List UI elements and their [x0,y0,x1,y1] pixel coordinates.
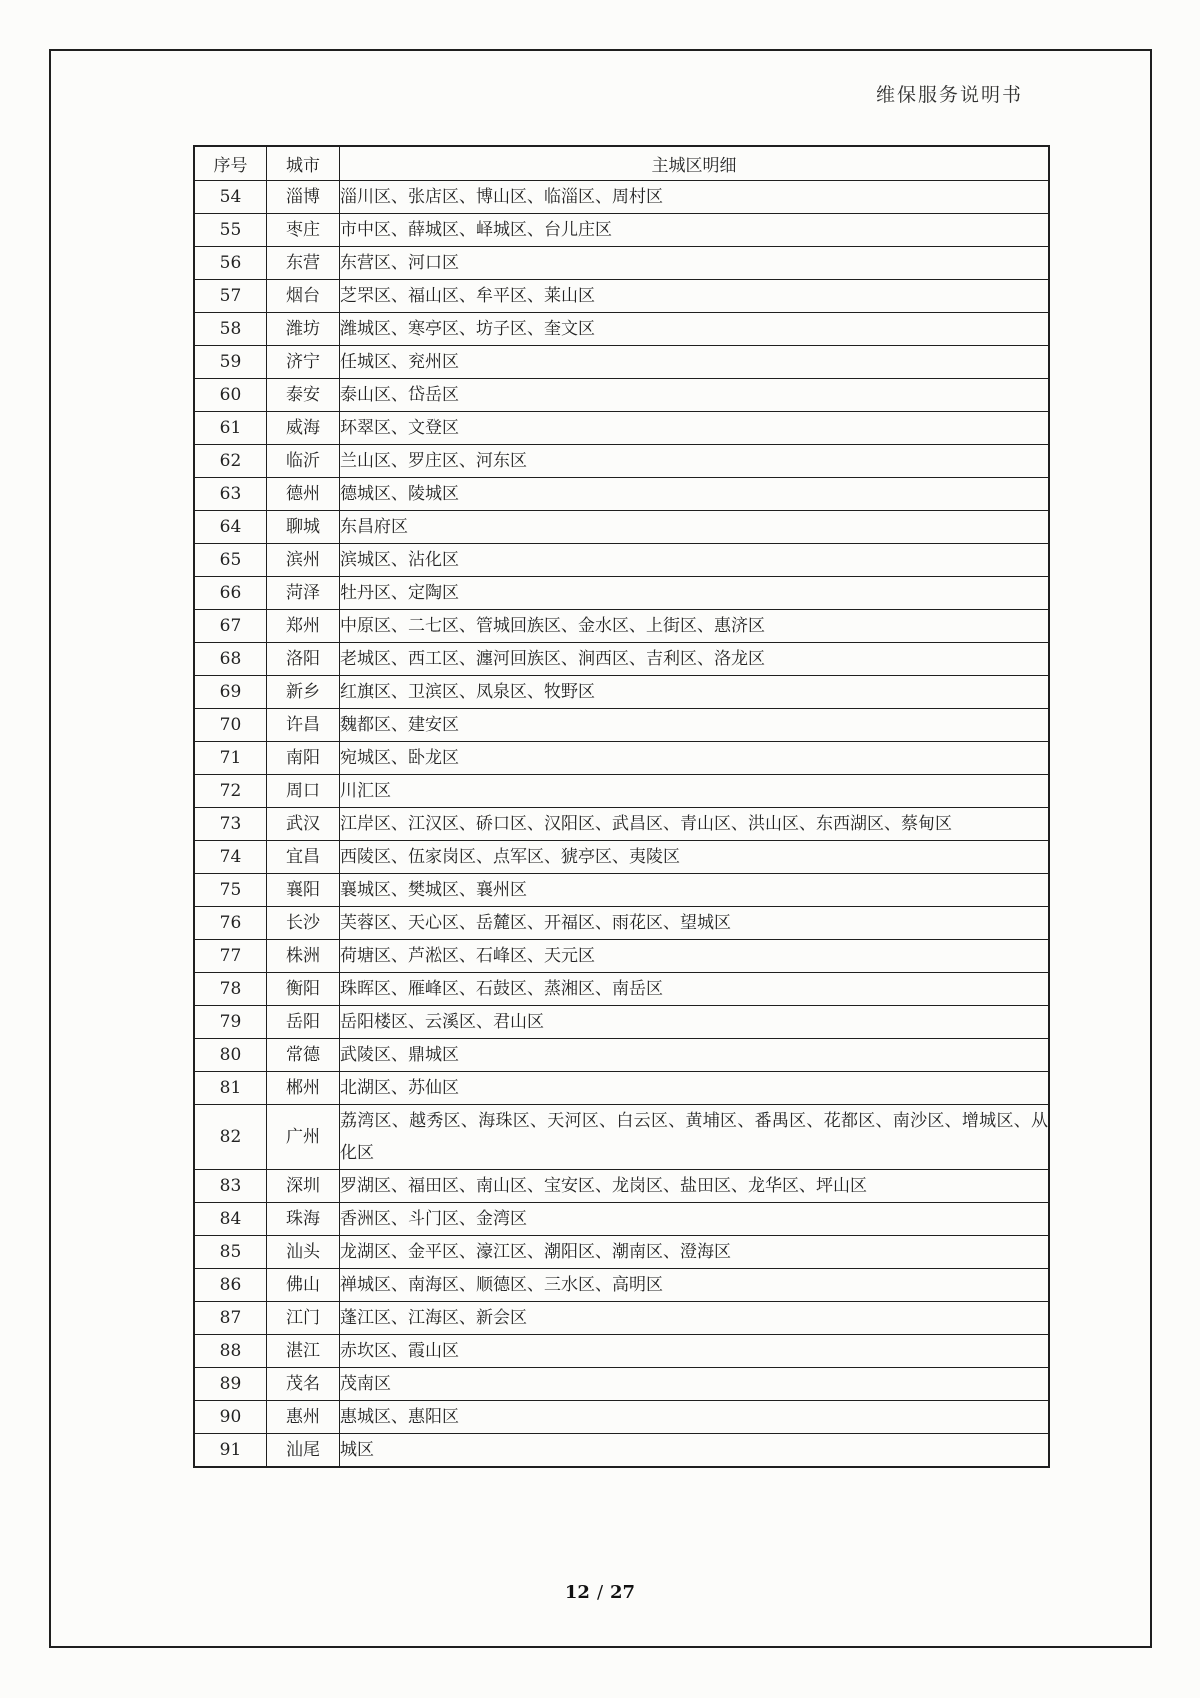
cell-city: 宜昌 [267,841,340,874]
cell-no: 82 [194,1105,267,1170]
cell-districts: 罗湖区、福田区、南山区、宝安区、龙岗区、盐田区、龙华区、坪山区 [340,1170,1050,1203]
cell-districts: 江岸区、江汉区、硚口区、汉阳区、武昌区、青山区、洪山区、东西湖区、蔡甸区 [340,808,1050,841]
cell-city: 洛阳 [267,643,340,676]
cell-city: 佛山 [267,1269,340,1302]
cell-city: 长沙 [267,907,340,940]
cell-city: 南阳 [267,742,340,775]
cell-districts: 兰山区、罗庄区、河东区 [340,445,1050,478]
cell-city: 德州 [267,478,340,511]
cell-city: 汕尾 [267,1434,340,1468]
cell-districts: 川汇区 [340,775,1050,808]
table-row [194,1203,1049,1236]
cell-districts: 茂南区 [340,1368,1050,1401]
cell-districts: 泰山区、岱岳区 [340,379,1050,412]
table-header [194,146,1049,181]
table-row [194,1434,1049,1468]
page-number-separator: / [596,1582,604,1603]
cell-districts: 魏都区、建安区 [340,709,1050,742]
document-header-title: 维保服务说明书 [875,84,1023,106]
cell-districts: 蓬江区、江海区、新会区 [340,1302,1050,1335]
cell-districts: 东营区、河口区 [340,247,1050,280]
cell-districts: 德城区、陵城区 [340,478,1050,511]
table-row [194,1269,1049,1302]
cell-districts: 惠城区、惠阳区 [340,1401,1050,1434]
cell-city: 菏泽 [267,577,340,610]
table-row [194,1105,1049,1170]
cell-no: 87 [194,1302,267,1335]
cell-no: 77 [194,940,267,973]
cell-city: 岳阳 [267,1006,340,1039]
cell-city: 郴州 [267,1072,340,1105]
cell-no: 54 [194,181,267,214]
cell-city: 衡阳 [267,973,340,1006]
cell-districts: 岳阳楼区、云溪区、君山区 [340,1006,1050,1039]
header-cell-city: 城市 [267,146,340,181]
cell-no: 72 [194,775,267,808]
cell-districts: 环翠区、文登区 [340,412,1050,445]
cell-no: 83 [194,1170,267,1203]
cell-city: 枣庄 [267,214,340,247]
cell-districts: 任城区、兖州区 [340,346,1050,379]
cell-districts: 淄川区、张店区、博山区、临淄区、周村区 [340,181,1050,214]
cell-city: 株洲 [267,940,340,973]
table-row [194,544,1049,577]
cell-no: 71 [194,742,267,775]
cell-districts: 禅城区、南海区、顺德区、三水区、高明区 [340,1269,1050,1302]
cell-city: 深圳 [267,1170,340,1203]
cell-city: 武汉 [267,808,340,841]
cell-districts: 北湖区、苏仙区 [340,1072,1050,1105]
cell-city: 东营 [267,247,340,280]
cell-city: 茂名 [267,1368,340,1401]
table-header-row [194,146,1049,181]
cell-no: 79 [194,1006,267,1039]
cell-districts: 红旗区、卫滨区、凤泉区、牧野区 [340,676,1050,709]
table-row [194,445,1049,478]
table-row [194,247,1049,280]
cell-districts: 西陵区、伍家岗区、点军区、猇亭区、夷陵区 [340,841,1050,874]
table-row [194,577,1049,610]
cell-no: 67 [194,610,267,643]
table-row [194,1401,1049,1434]
cell-districts: 荔湾区、越秀区、海珠区、天河区、白云区、黄埔区、番禺区、花都区、南沙区、增城区、从化区 [340,1105,1050,1170]
cell-city: 新乡 [267,676,340,709]
cell-no: 66 [194,577,267,610]
cell-no: 86 [194,1269,267,1302]
cell-no: 69 [194,676,267,709]
cell-city: 许昌 [267,709,340,742]
cell-districts: 中原区、二七区、管城回族区、金水区、上街区、惠济区 [340,610,1050,643]
cell-no: 88 [194,1335,267,1368]
cell-districts: 香洲区、斗门区、金湾区 [340,1203,1050,1236]
table-row [194,1072,1049,1105]
table-row [194,1170,1049,1203]
page-number-footer [0,1582,1200,1603]
cell-city: 潍坊 [267,313,340,346]
cell-city: 威海 [267,412,340,445]
cell-districts: 城区 [340,1434,1050,1468]
cell-no: 91 [194,1434,267,1468]
cell-districts: 荷塘区、芦淞区、石峰区、天元区 [340,940,1050,973]
cell-no: 81 [194,1072,267,1105]
cell-no: 73 [194,808,267,841]
cell-districts: 赤坎区、霞山区 [340,1335,1050,1368]
table-row [194,280,1049,313]
table-row [194,907,1049,940]
cell-districts: 珠晖区、雁峰区、石鼓区、蒸湘区、南岳区 [340,973,1050,1006]
table-row [194,511,1049,544]
cell-no: 58 [194,313,267,346]
table-row [194,1368,1049,1401]
cell-no: 84 [194,1203,267,1236]
table-row [194,1335,1049,1368]
table-row [194,742,1049,775]
cell-no: 64 [194,511,267,544]
cell-no: 63 [194,478,267,511]
cell-districts: 市中区、薛城区、峄城区、台儿庄区 [340,214,1050,247]
cell-no: 55 [194,214,267,247]
table-body [194,181,1049,1468]
table-row [194,412,1049,445]
cell-districts: 宛城区、卧龙区 [340,742,1050,775]
table-row [194,181,1049,214]
cell-districts: 滨城区、沾化区 [340,544,1050,577]
cell-city: 江门 [267,1302,340,1335]
cell-districts: 襄城区、樊城区、襄州区 [340,874,1050,907]
cell-no: 68 [194,643,267,676]
table-row [194,841,1049,874]
table-row [194,973,1049,1006]
table-row [194,709,1049,742]
cell-city: 湛江 [267,1335,340,1368]
cell-no: 74 [194,841,267,874]
table-row [194,940,1049,973]
page-number-current: 12 [564,1582,590,1603]
cell-city: 淄博 [267,181,340,214]
cell-city: 汕头 [267,1236,340,1269]
cell-city: 周口 [267,775,340,808]
table-row [194,610,1049,643]
table-row [194,214,1049,247]
cell-districts: 龙湖区、金平区、濠江区、潮阳区、潮南区、澄海区 [340,1236,1050,1269]
table-row [194,313,1049,346]
cell-districts: 芙蓉区、天心区、岳麓区、开福区、雨花区、望城区 [340,907,1050,940]
cell-districts: 芝罘区、福山区、牟平区、莱山区 [340,280,1050,313]
cell-city: 济宁 [267,346,340,379]
table-row [194,775,1049,808]
cell-city: 郑州 [267,610,340,643]
cell-districts: 武陵区、鼎城区 [340,1039,1050,1072]
cell-districts: 老城区、西工区、瀍河回族区、涧西区、吉利区、洛龙区 [340,643,1050,676]
cell-no: 89 [194,1368,267,1401]
table-row [194,874,1049,907]
cell-no: 78 [194,973,267,1006]
cell-no: 75 [194,874,267,907]
cell-city: 广州 [267,1105,340,1170]
cell-no: 57 [194,280,267,313]
table-row [194,643,1049,676]
cell-city: 滨州 [267,544,340,577]
table-row [194,346,1049,379]
cell-no: 70 [194,709,267,742]
table-row [194,676,1049,709]
cell-no: 59 [194,346,267,379]
cell-no: 65 [194,544,267,577]
cell-no: 90 [194,1401,267,1434]
cell-city: 珠海 [267,1203,340,1236]
table-row [194,478,1049,511]
cell-city: 烟台 [267,280,340,313]
header-cell-districts: 主城区明细 [340,146,1050,181]
cell-districts: 东昌府区 [340,511,1050,544]
cell-city: 常德 [267,1039,340,1072]
cell-no: 62 [194,445,267,478]
cell-no: 60 [194,379,267,412]
cell-city: 临沂 [267,445,340,478]
cell-city: 惠州 [267,1401,340,1434]
page-number-total: 27 [610,1582,636,1603]
table-row [194,1006,1049,1039]
cell-no: 85 [194,1236,267,1269]
cell-city: 泰安 [267,379,340,412]
cell-no: 76 [194,907,267,940]
cell-city: 聊城 [267,511,340,544]
header-cell-no: 序号 [194,146,267,181]
table-row [194,808,1049,841]
cell-no: 56 [194,247,267,280]
table-row [194,1302,1049,1335]
cell-districts: 牡丹区、定陶区 [340,577,1050,610]
city-districts-table [193,145,1050,1468]
cell-no: 61 [194,412,267,445]
cell-districts: 潍城区、寒亭区、坊子区、奎文区 [340,313,1050,346]
cell-city: 襄阳 [267,874,340,907]
table-row [194,1236,1049,1269]
cell-no: 80 [194,1039,267,1072]
table-row [194,1039,1049,1072]
table-row [194,379,1049,412]
